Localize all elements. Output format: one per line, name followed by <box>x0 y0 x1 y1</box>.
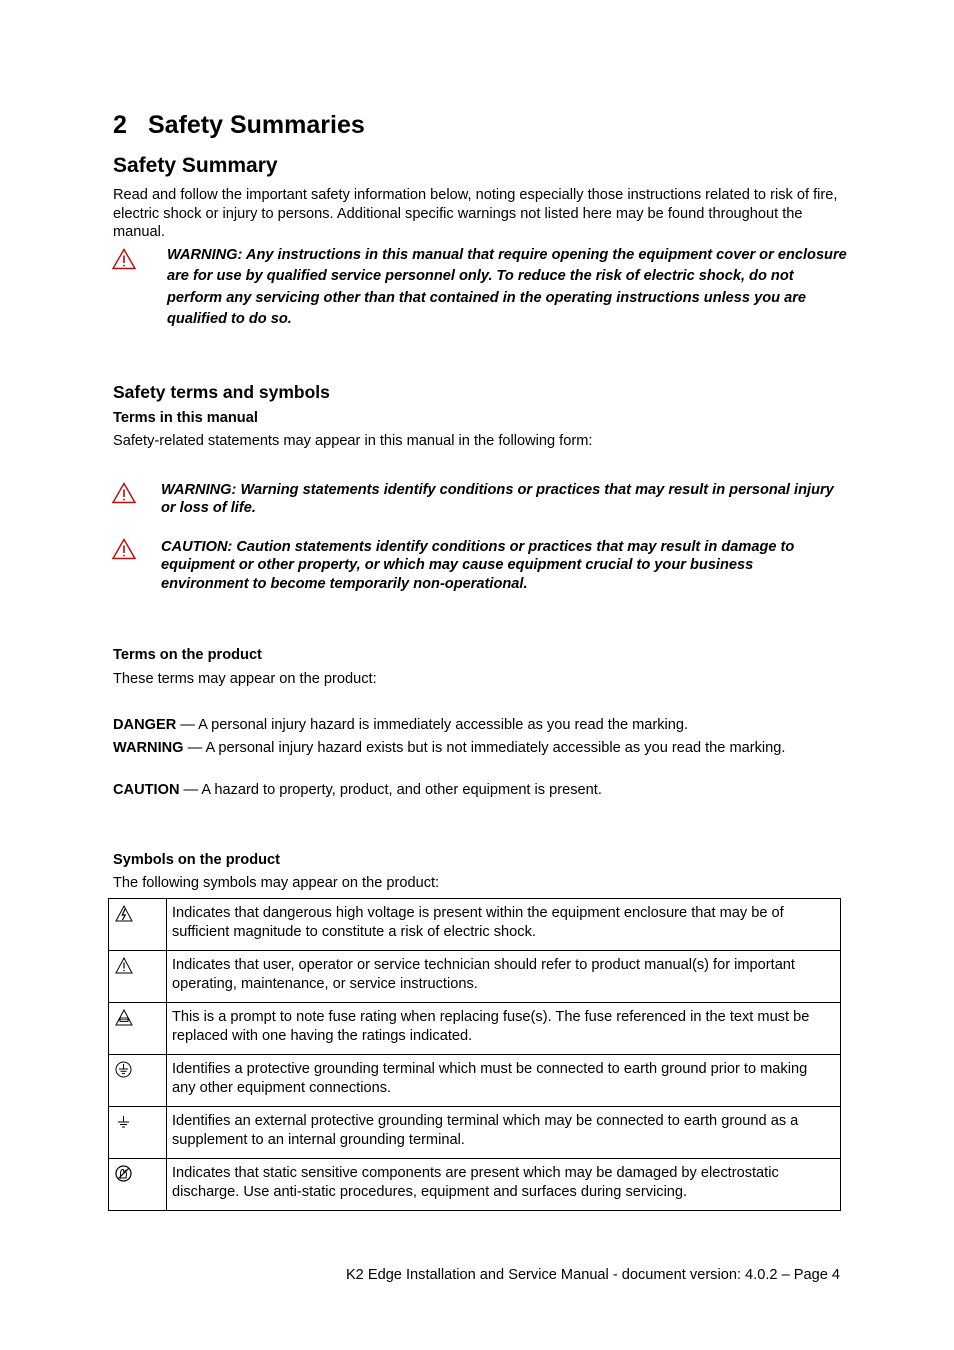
term-caution <box>113 781 848 800</box>
symbol-description: Identifies an external protective grounding terminal which may be connected to earth ground as a supplement to an internal grounding terminal. <box>167 1107 841 1159</box>
symbol-description: This is a prompt to note fuse rating when replacing fuse(s). The fuse referenced in the text must be replaced with one having the ratings indicated. <box>167 1003 841 1055</box>
symbol-description: Indicates that user, operator or service technician should refer to product manual(s) for important operating, maintenance, or service instructions. <box>167 951 841 1003</box>
symbol-description: Indicates that static sensitive components are present which may be damaged by electrostatic discharge. Use anti-static procedures, equipment and surfaces during servicing. <box>167 1159 841 1211</box>
section-heading-terms-symbols: Safety terms and symbols <box>113 382 330 402</box>
term-label: WARNING <box>113 740 184 756</box>
table-row <box>109 899 841 951</box>
safety-summary-intro: Read and follow the important safety information below, noting especially those instructions related to risk of fire, electric shock or injury to persons. Additional specific warnings not listed here may be found throughout the manual. <box>113 187 838 241</box>
fuse-icon <box>115 1009 133 1026</box>
esd-icon <box>115 1165 132 1182</box>
term-label: CAUTION <box>113 782 180 798</box>
term-warning <box>113 739 813 758</box>
subheading-terms-manual: Terms in this manual <box>113 410 258 426</box>
chapter-title: Safety Summaries <box>148 111 365 139</box>
term-danger <box>113 716 848 735</box>
table-row <box>109 951 841 1003</box>
caution-triangle-icon <box>112 538 136 560</box>
table-row <box>109 1107 841 1159</box>
warning-triangle-icon <box>112 482 136 504</box>
caution-statement-example: CAUTION: Caution statements identify conditions or practices that may result in damage to equipment or other property, or which may cause equipment crucial to your business environment to become temporarily non-operational. <box>161 539 795 592</box>
table-row <box>109 1003 841 1055</box>
term-description: — A hazard to property, product, and other equipment is present. <box>179 782 602 798</box>
warning-triangle-icon <box>112 248 136 270</box>
protective-ground-icon <box>115 1061 132 1078</box>
table-row <box>109 1055 841 1107</box>
subheading-terms-product: Terms on the product <box>113 647 262 663</box>
terms-manual-intro: Safety-related statements may appear in this manual in the following form: <box>113 433 593 449</box>
table-row <box>109 1159 841 1211</box>
symbol-description: Identifies a protective grounding terminal which must be connected to earth ground prior to making any other equipment connections. <box>167 1055 841 1107</box>
term-description: — A personal injury hazard is immediately accessible as you read the marking. <box>176 717 689 733</box>
chapter-number: 2 <box>113 111 127 139</box>
high-voltage-icon <box>115 905 133 922</box>
earth-ground-icon <box>115 1113 132 1130</box>
symbols-intro: The following symbols may appear on the product: <box>113 875 440 891</box>
warning-statement-example: WARNING: Warning statements identify conditions or practices that may result in personal injury or loss of life. <box>161 482 834 517</box>
term-label: DANGER <box>113 717 177 733</box>
page-footer: K2 Edge Installation and Service Manual - document version: 4.0.2 – Page 4 <box>345 1267 840 1283</box>
chapter-heading <box>113 111 365 140</box>
symbol-description: Indicates that dangerous high voltage is present within the equipment enclosure that may be of sufficient magnitude to constitute a risk of electric shock. <box>167 899 841 951</box>
terms-product-intro: These terms may appear on the product: <box>113 671 377 687</box>
cover-warning-text: WARNING: Any instructions in this manual that require opening the equipment cover or enclosure are for use by qualified service personnel only. To reduce the risk of electric shock, do not perform any servicing other than that contained in the operating instructions unless you are qualified to do so. <box>167 247 847 327</box>
symbols-table <box>108 898 841 1211</box>
subheading-symbols-product: Symbols on the product <box>113 852 281 868</box>
section-heading-safety-summary: Safety Summary <box>113 154 278 177</box>
caution-icon <box>115 957 133 974</box>
term-description: — A personal injury hazard exists but is not immediately accessible as you read the marking. <box>183 740 786 756</box>
